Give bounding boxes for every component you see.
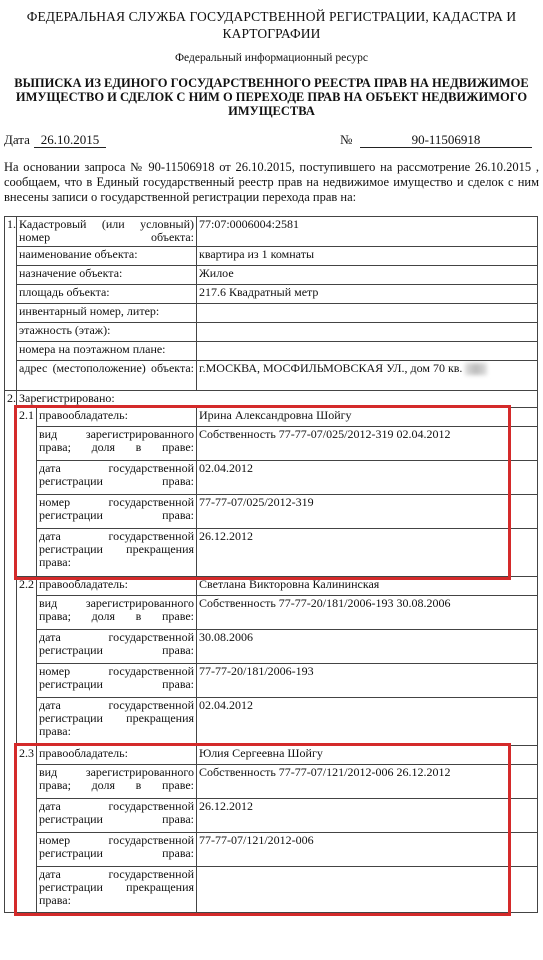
section-label: Зарегистрировано: — [17, 391, 538, 408]
table-row — [5, 698, 538, 746]
field-label: правообладатель: — [37, 577, 197, 596]
registry-table — [4, 216, 538, 913]
table-row — [5, 867, 538, 913]
table-row — [5, 361, 538, 391]
field-value: 30.08.2006 — [197, 630, 538, 664]
table-row — [5, 746, 538, 765]
table-row — [5, 577, 538, 596]
field-value: 77-77-07/121/2012-006 — [197, 833, 538, 867]
field-label: номера на поэтажном плане: — [17, 342, 197, 361]
field-label: вид зарегистрированного права; доля в праве: — [37, 765, 197, 799]
field-label: Кадастровый (или условный) номер объекта: — [17, 217, 197, 247]
field-label: адрес (местоположение) объекта: — [17, 361, 197, 391]
field-label: этажность (этаж): — [17, 323, 197, 342]
table-row — [5, 495, 538, 529]
table-row — [5, 833, 538, 867]
table-row — [5, 304, 538, 323]
field-label: номер государственной регистрации права: — [37, 495, 197, 529]
field-label: дата государственной регистрации права: — [37, 630, 197, 664]
resource-label: Федеральный информационный ресурс — [174, 52, 369, 64]
field-label: вид зарегистрированного права; доля в праве: — [37, 596, 197, 630]
document-title: ВЫПИСКА ИЗ ЕДИНОГО ГОСУДАРСТВЕННОГО РЕЕСТРА ПРАВ НА НЕДВИЖИМОЕ ИМУЩЕСТВО И СДЕЛОК С НИМ О ПЕРЕХОДЕ ПРАВ НА ОБЪЕКТ НЕДВИЖИМОГО ИМУЩЕСТВА — [14, 76, 529, 118]
date-label: Дата — [4, 132, 30, 147]
section-number: 2. — [5, 391, 17, 913]
field-value: квартира из 1 комнаты — [197, 247, 538, 266]
entry-number: 2.2 — [17, 577, 37, 746]
table-row — [5, 266, 538, 285]
table-row — [5, 529, 538, 577]
field-label: правообладатель: — [37, 746, 197, 765]
field-value: 77-77-07/025/2012-319 — [197, 495, 538, 529]
field-value — [197, 361, 538, 391]
table-row — [5, 342, 538, 361]
table-row — [5, 323, 538, 342]
field-value: Ирина Александровна Шойгу — [197, 408, 538, 427]
number-label: № — [340, 132, 353, 147]
table-row — [5, 217, 538, 247]
field-value: Жилое — [197, 266, 538, 285]
field-label: правообладатель: — [37, 408, 197, 427]
field-label: назначение объекта: — [17, 266, 197, 285]
field-value: 217.6 Квадратный метр — [197, 285, 538, 304]
table-row — [5, 630, 538, 664]
field-label: номер государственной регистрации права: — [37, 664, 197, 698]
field-label: номер государственной регистрации права: — [37, 833, 197, 867]
field-label: наименование объекта: — [17, 247, 197, 266]
redacted-mark — [465, 363, 487, 375]
field-label: дата государственной регистрации прекращения права: — [37, 529, 197, 577]
section-number: 1. — [5, 217, 17, 391]
table-row — [5, 664, 538, 698]
field-label: дата государственной регистрации прекращения права: — [37, 698, 197, 746]
field-label: инвентарный номер, литер: — [17, 304, 197, 323]
field-value: 26.12.2012 — [197, 799, 538, 833]
field-label: площадь объекта: — [17, 285, 197, 304]
field-value — [197, 867, 538, 913]
table-row — [5, 427, 538, 461]
date-value: 26.10.2015 — [34, 132, 106, 148]
field-value: Юлия Сергеевна Шойгу — [197, 746, 538, 765]
field-value: Собственность 77-77-20/181/2006-193 30.08.2006 — [197, 596, 538, 630]
table-row — [5, 391, 538, 408]
field-label: дата государственной регистрации права: — [37, 461, 197, 495]
date-number-line — [4, 132, 539, 150]
field-value — [197, 304, 538, 323]
field-label: дата государственной регистрации прекращения права: — [37, 867, 197, 913]
field-value: 77-77-20/181/2006-193 — [197, 664, 538, 698]
table-row — [5, 247, 538, 266]
table-row — [5, 408, 538, 427]
intro-paragraph: На основании запроса № 90-11506918 от 26.10.2015, поступившего на рассмотрение 26.10.2015 , сообщаем, что в Единый государственный реестр прав на недвижимое имущество и сделок с ним внесены записи о государственной регистрации перехода прав на: — [4, 160, 539, 204]
table-row — [5, 799, 538, 833]
entry-number: 2.3 — [17, 746, 37, 913]
field-label: вид зарегистрированного права; доля в праве: — [37, 427, 197, 461]
field-label: дата государственной регистрации права: — [37, 799, 197, 833]
field-value: Собственность 77-77-07/121/2012-006 26.12.2012 — [197, 765, 538, 799]
field-value: 02.04.2012 — [197, 698, 538, 746]
agency-name: ФЕДЕРАЛЬНАЯ СЛУЖБА ГОСУДАРСТВЕННОЙ РЕГИСТРАЦИИ, КАДАСТРА И КАРТОГРАФИИ — [26, 9, 517, 41]
table-row — [5, 765, 538, 799]
table-row — [5, 596, 538, 630]
number-value: 90-11506918 — [360, 132, 532, 148]
field-value — [197, 342, 538, 361]
field-value: 77:07:0006004:2581 — [197, 217, 538, 247]
address-text: г.МОСКВА, МОСФИЛЬМОВСКАЯ УЛ., дом 70 кв. — [199, 361, 463, 375]
entry-number: 2.1 — [17, 408, 37, 577]
field-value: Светлана Викторовна Калининская — [197, 577, 538, 596]
table-row — [5, 285, 538, 304]
field-value — [197, 323, 538, 342]
table-row — [5, 461, 538, 495]
field-value: Собственность 77-77-07/025/2012-319 02.04.2012 — [197, 427, 538, 461]
field-value: 02.04.2012 — [197, 461, 538, 495]
field-value: 26.12.2012 — [197, 529, 538, 577]
